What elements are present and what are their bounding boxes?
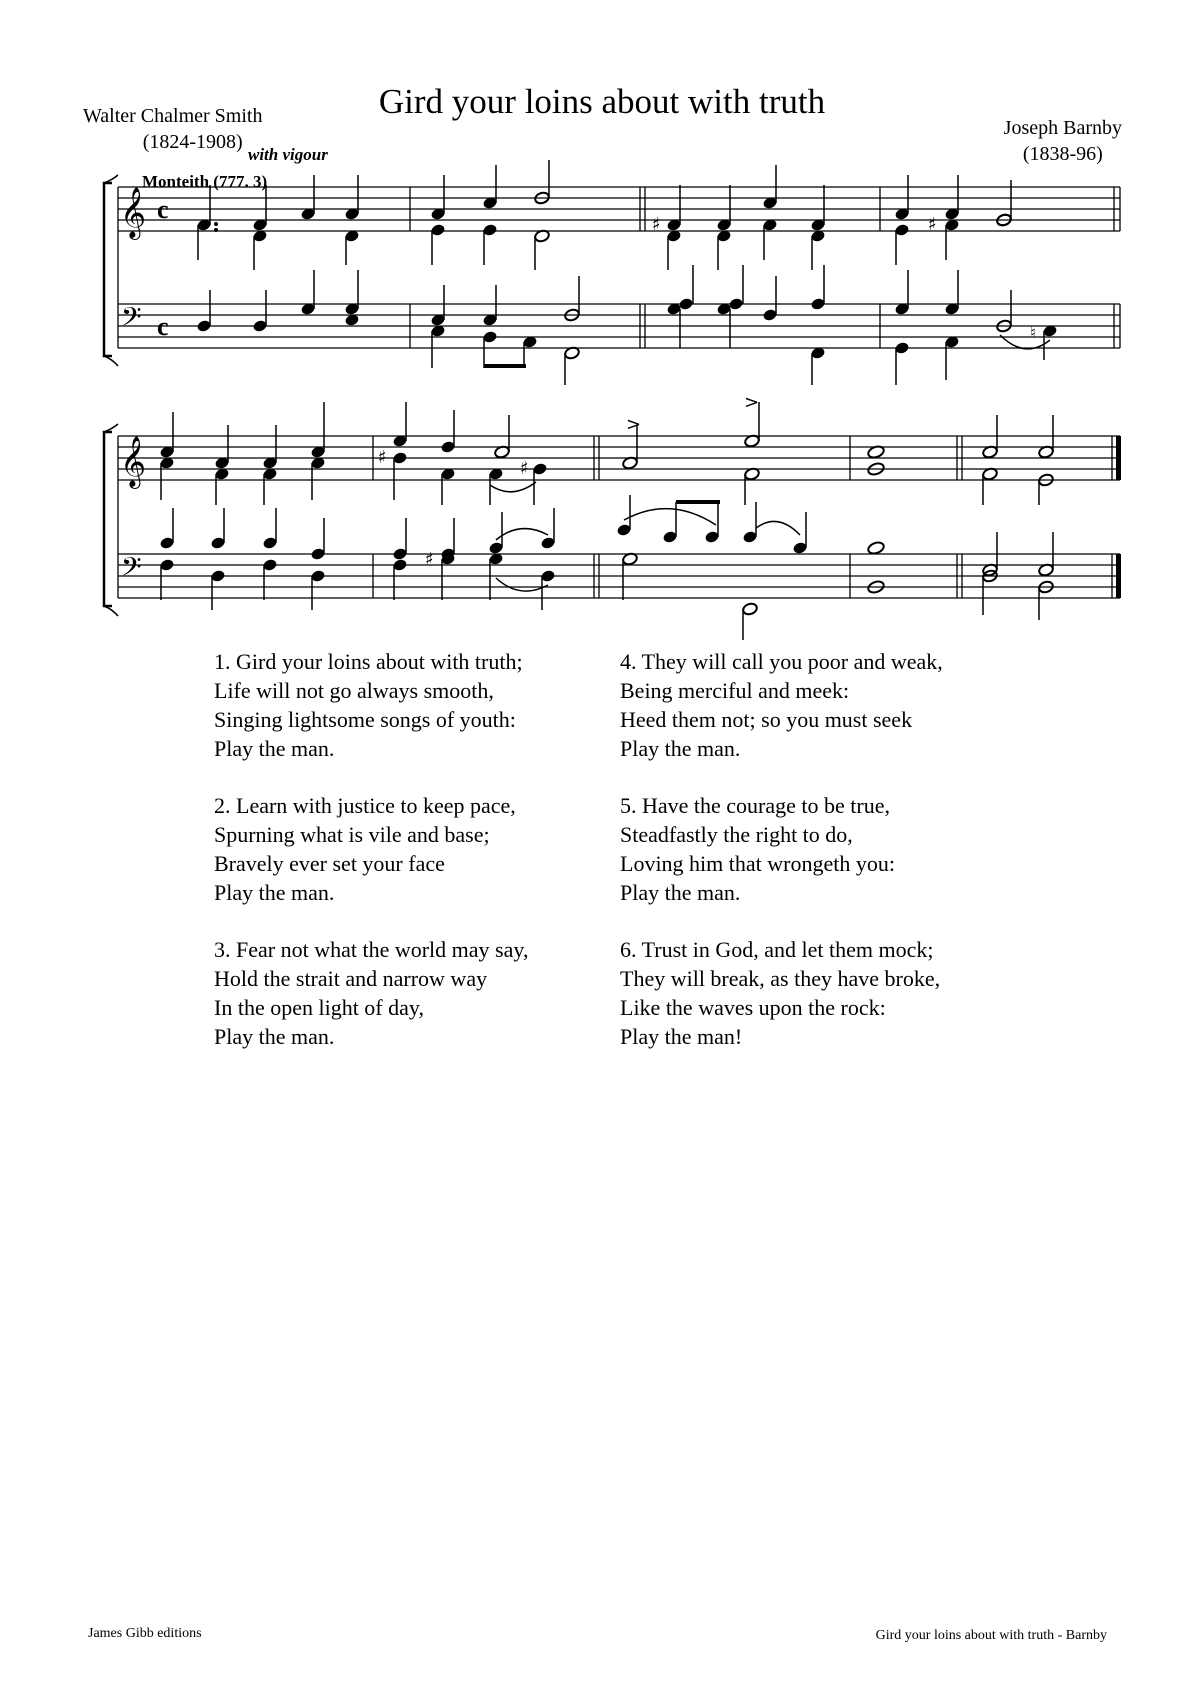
verse-line: Play the man. [214, 880, 335, 905]
verse-4 [620, 647, 943, 763]
svg-text:♯: ♯ [520, 458, 529, 479]
verse-line: 6. Trust in God, and let them mock; [620, 937, 934, 962]
tune-name: Monteith (777. 3) [142, 172, 268, 191]
svg-text:♯: ♯ [378, 447, 387, 468]
system1-bracket [104, 183, 112, 356]
verse-line: Play the man. [214, 736, 335, 761]
verse-line: 4. They will call you poor and weak, [620, 649, 943, 674]
verse-line: Being merciful and meek: [620, 678, 850, 703]
verse-1 [214, 647, 528, 763]
verse-line: Like the waves upon the rock: [620, 995, 886, 1020]
svg-text:>: > [626, 414, 642, 435]
svg-text:>: > [744, 392, 760, 413]
svg-text:♯: ♯ [652, 214, 661, 235]
treble-clef-icon: 𝄞 [120, 187, 147, 238]
verses-left-column [214, 647, 528, 1079]
verse-3 [214, 935, 528, 1051]
footer-publisher: James Gibb editions [88, 1626, 202, 1641]
bass-clef-icon: 𝄢 [121, 301, 142, 339]
verse-line: 3. Fear not what the world may say, [214, 937, 529, 962]
svg-text:♯: ♯ [928, 214, 937, 235]
composer-name: Joseph Barnby [1003, 117, 1122, 139]
verse-line: Bravely ever set your face [214, 851, 445, 876]
verse-line: Play the man. [620, 736, 741, 761]
composer-dates: (1838-96) [1022, 143, 1103, 165]
verse-line: They will break, as they have broke, [620, 966, 941, 991]
verse-line: Loving him that wrongeth you: [620, 851, 895, 876]
svg-text:♮: ♮ [1030, 323, 1036, 342]
verse-line: Play the man. [214, 1024, 335, 1049]
svg-text:𝄢: 𝄢 [121, 551, 142, 589]
tempo-marking: with vigour [248, 145, 328, 164]
svg-text:♯: ♯ [425, 549, 434, 570]
lyricist-dates: (1824-1908) [142, 131, 243, 153]
common-time-icon: c [157, 195, 169, 224]
system2-bracket [104, 432, 112, 606]
verse-line: 2. Learn with justice to keep pace, [214, 793, 516, 818]
verse-line: Steadfastly the right to do, [620, 822, 853, 847]
verse-line: In the open light of day, [214, 995, 424, 1020]
system1-bass-staff [118, 304, 1120, 348]
svg-text:𝄞: 𝄞 [120, 436, 147, 487]
verse-line: Spurning what is vile and base; [214, 822, 490, 847]
verse-line: Play the man! [620, 1024, 743, 1049]
system1-barlines [118, 187, 1120, 348]
footer-page-title: Gird your loins about with truth - Barnby [875, 1628, 1107, 1643]
verse-line: 5. Have the courage to be true, [620, 793, 890, 818]
verse-line: Life will not go always smooth, [214, 678, 494, 703]
verse-line: 1. Gird your loins about with truth; [214, 649, 523, 674]
system1-treble-staff [118, 187, 1120, 231]
verse-2 [214, 791, 528, 907]
verse-6 [620, 935, 943, 1051]
verses-right-column [620, 647, 943, 1079]
svg-text:c: c [157, 312, 169, 341]
hymn-title: Gird your loins about with truth [378, 82, 826, 121]
verse-line: Singing lightsome songs of youth: [214, 707, 516, 732]
verse-line: Play the man. [620, 880, 741, 905]
verse-5 [620, 791, 943, 907]
verse-line: Hold the strait and narrow way [214, 966, 488, 991]
verse-line: Heed them not; so you must seek [620, 707, 913, 732]
music-score [0, 0, 1200, 640]
lyricist-name: Walter Chalmer Smith [83, 105, 263, 127]
